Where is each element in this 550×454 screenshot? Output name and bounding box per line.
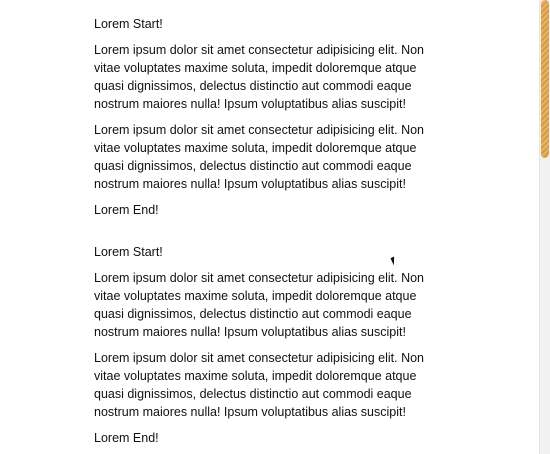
section-paragraph: Lorem ipsum dolor sit amet consectetur adipisicing elit. Non vitae voluptates maxime soluta, impedit doloremque atque quasi dignissimos, delectus distinctio aut commodi eaque nostrum maiores nulla! Ipsum voluptatibus alias suscipit!: [94, 271, 425, 339]
section-end-text: Lorem End!: [94, 431, 159, 445]
scrollbar-thumb[interactable]: [541, 0, 549, 158]
section-start-text: Lorem Start!: [94, 17, 163, 31]
section-paragraph: Lorem ipsum dolor sit amet consectetur adipisicing elit. Non vitae voluptates maxime soluta, impedit doloremque atque quasi dignissimos, delectus distinctio aut commodi eaque nostrum maiores nulla! Ipsum voluptatibus alias suscipit!: [94, 123, 425, 191]
section-start-text: Lorem Start!: [94, 245, 163, 259]
lorem-section-2: [94, 243, 444, 447]
vertical-scrollbar[interactable]: [539, 0, 550, 454]
section-end-text: Lorem End!: [94, 203, 159, 217]
section-paragraph: Lorem ipsum dolor sit amet consectetur adipisicing elit. Non vitae voluptates maxime soluta, impedit doloremque atque quasi dignissimos, delectus distinctio aut commodi eaque nostrum maiores nulla! Ipsum voluptatibus alias suscipit!: [94, 43, 425, 111]
lorem-section-1: [94, 15, 444, 219]
page-content: [94, 15, 444, 454]
section-paragraph: Lorem ipsum dolor sit amet consectetur adipisicing elit. Non vitae voluptates maxime soluta, impedit doloremque atque quasi dignissimos, delectus distinctio aut commodi eaque nostrum maiores nulla! Ipsum voluptatibus alias suscipit!: [94, 351, 425, 419]
